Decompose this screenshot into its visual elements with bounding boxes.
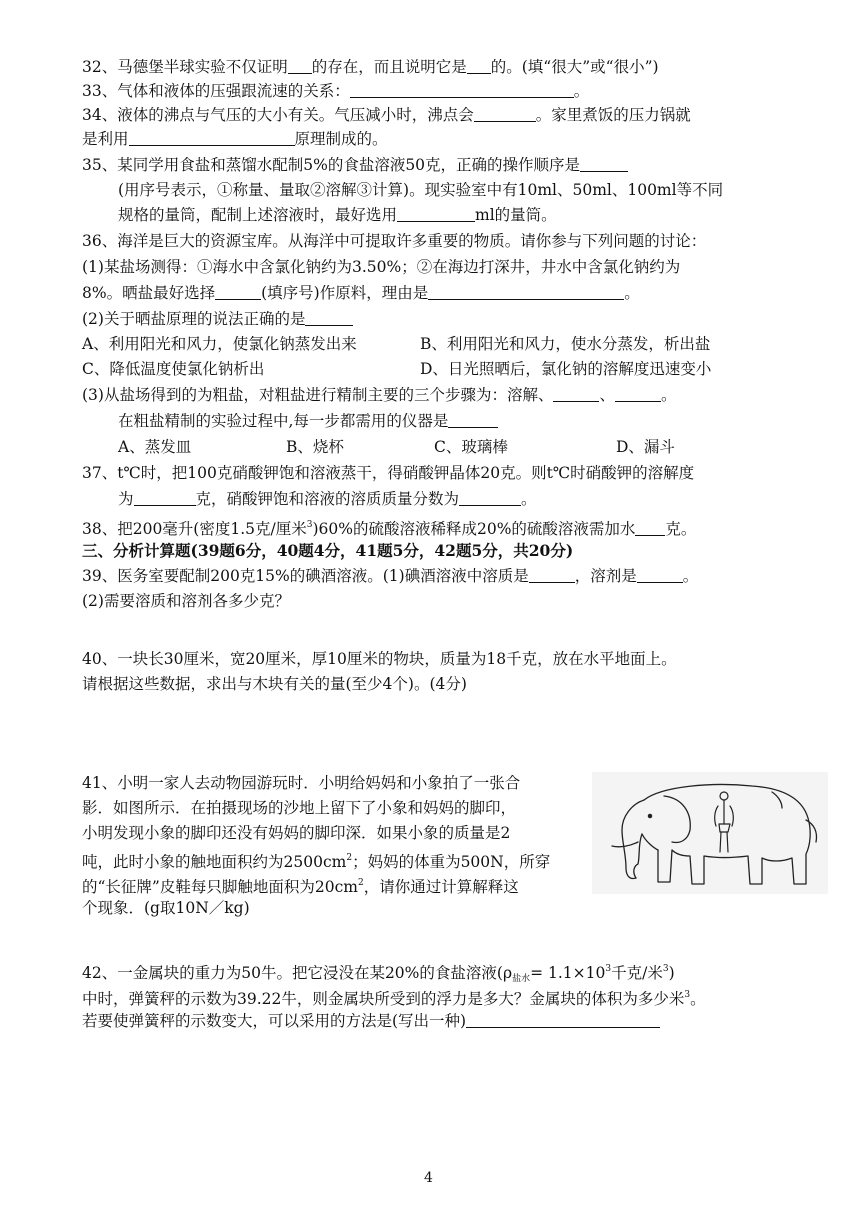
- q34-blank-2: [129, 129, 295, 146]
- q38-blank: [635, 519, 665, 536]
- q36-part3-text: (3)从盐场得到的为粗盐，对粗盐进行精制主要的三个步骤为：溶解、: [82, 386, 554, 404]
- q36-blank-5: [615, 385, 661, 402]
- q32-text-a: 32、马德堡半球实验不仅证明: [82, 58, 288, 76]
- q39-text-b: ，溶剂是: [574, 567, 637, 585]
- elephant-and-mother-illustration: [592, 772, 828, 894]
- question-32: [82, 56, 659, 78]
- question-38: [82, 514, 696, 540]
- q32-blank-2: [467, 57, 491, 74]
- q38-superscript: 3: [306, 520, 313, 530]
- q41-text-5a: 的“长征牌”皮鞋每只脚触地面积为20cm: [82, 878, 358, 896]
- q36-instrument-c: C、玻璃棒: [434, 438, 508, 456]
- q42-superscript-1: 3: [605, 964, 612, 974]
- question-36-options-ab: [82, 333, 710, 355]
- question-35-line-3: [118, 204, 557, 226]
- q41-text-4b: ；妈妈的体重为500N，所穿: [352, 853, 551, 871]
- q42-text-g: 若要使弹簧秤的示数变大，可以采用的方法是(写出一种): [82, 1012, 467, 1030]
- question-36-line-4: [82, 308, 353, 330]
- question-41-line-5: [82, 872, 519, 898]
- q42-blank: [466, 1011, 660, 1028]
- question-36-line-8: [118, 410, 498, 432]
- section-3-heading: [82, 540, 573, 562]
- q34-text-d: 原理制成的。: [294, 130, 388, 148]
- q32-blank-1: [288, 57, 312, 74]
- question-42-line-3: [82, 1010, 660, 1032]
- question-40-line-2: [82, 673, 467, 695]
- question-36-line-7: [82, 384, 677, 406]
- q37-text-d: 。: [521, 490, 537, 508]
- q37-text-a: 37、t℃时，把100克硝酸钾饱和溶液蒸干，得硝酸钾晶体20克。则t℃时硝酸钾的溶解度: [82, 464, 695, 482]
- q32-text-b: 的存在，而且说明它是: [311, 58, 467, 76]
- question-41-line-1: [82, 772, 520, 794]
- q41-superscript-1: 2: [346, 853, 353, 863]
- q34-blank-1: [474, 105, 536, 122]
- q36-part3-sep: 、: [599, 386, 615, 404]
- q36-option-b: B、利用阳光和风力，使水分蒸发，析出盐: [420, 335, 711, 353]
- question-36-instruments: [118, 436, 675, 458]
- q36-blank-6: [448, 411, 498, 428]
- q38-text-b: )60%的硫酸溶液稀释成20%的硫酸溶液需加水: [312, 520, 636, 538]
- q33-text-a: 33、气体和液体的压强跟流速的关系：: [82, 82, 350, 100]
- q36-blank-3: [305, 309, 353, 326]
- question-35-line-2: [118, 179, 723, 201]
- q37-text-c: 克，硝酸钾饱和溶液的溶质质量分数为: [195, 490, 460, 508]
- q36-option-a: A、利用阳光和风力，使氯化钠蒸发出来: [82, 335, 357, 353]
- q35-text-b: (用序号表示，①称量、量取②溶解③计算)。现实验室中有10ml、50ml、100ml等不同: [118, 181, 724, 199]
- q41-text-1: 41、小明一家人去动物园游玩时．小明给妈妈和小象拍了一张合: [82, 774, 521, 792]
- q38-text-a: 38、把200毫升(密度1.5克/厘米: [82, 520, 307, 538]
- q38-text-c: 克。: [665, 520, 697, 538]
- question-36-options-cd: [82, 358, 711, 380]
- q32-text-c: 的。(填“很大”或“很小”): [490, 58, 659, 76]
- elephant-icon: [592, 772, 828, 894]
- q42-text-c: 千克/米: [611, 964, 663, 982]
- question-41-line-3: [82, 822, 510, 844]
- question-34-line-2: [82, 128, 388, 150]
- q37-blank-2: [459, 489, 521, 506]
- q36-part1-text-c: (填序号)作原料，理由是: [261, 284, 429, 302]
- q42-text-f: 。: [690, 990, 706, 1008]
- question-41-line-6: [82, 897, 250, 919]
- q34-text-c: 是利用: [82, 130, 129, 148]
- q39-blank-1: [529, 566, 575, 583]
- q41-superscript-2: 2: [357, 878, 364, 888]
- section-3-title: 三、分析计算题(39题6分，40题4分，41题5分，42题5分，共20分): [82, 541, 574, 560]
- q42-subscript: 盐水: [512, 974, 531, 984]
- q36-instrument-b: B、烧杯: [286, 438, 344, 456]
- q40-text-b: 请根据这些数据，求出与木块有关的量(至少4个)。(4分): [82, 675, 467, 693]
- q36-intro: 36、海洋是巨大的资源宝库。从海洋中可提取许多重要的物质。请你参与下列问题的讨论：: [82, 232, 707, 250]
- q42-superscript-2: 3: [662, 964, 669, 974]
- q35-text-a: 35、某同学用食盐和蒸馏水配制5%的食盐溶液50克，正确的操作顺序是: [82, 156, 581, 174]
- q41-text-5b: ，请你通过计算解释这: [363, 878, 519, 896]
- question-33: [82, 80, 589, 102]
- q36-instrument-d: D、漏斗: [616, 438, 675, 456]
- q36-part3-text-b: 在粗盐精制的实验过程中,每一步都需用的仪器是: [118, 412, 449, 430]
- q39-blank-2: [637, 566, 683, 583]
- question-37-line-1: [82, 462, 694, 484]
- q36-option-c: C、降低温度使氯化钠析出: [82, 360, 265, 378]
- q39-text-d: (2)需要溶质和溶剂各多少克？: [82, 592, 290, 610]
- q36-part1-text-d: 。: [624, 284, 640, 302]
- q33-text-b: 。: [573, 82, 590, 100]
- q36-instrument-a: A、蒸发皿: [118, 438, 192, 456]
- question-39-line-1: [82, 565, 698, 587]
- q42-text-a: 42、一金属块的重力为50牛。把它浸没在某20%的食盐溶液(ρ: [82, 964, 513, 982]
- question-34-line-1: [82, 104, 691, 126]
- q41-text-2: 影．如图所示．在拍摄现场的沙地上留下了小象和妈妈的脚印，: [82, 799, 517, 817]
- question-40-line-1: [82, 648, 677, 670]
- q41-text-4a: 吨，此时小象的触地面积约为2500cm: [82, 853, 347, 871]
- q36-blank-2: [428, 283, 624, 300]
- q36-part2-text: (2)关于晒盐原理的说法正确的是: [82, 310, 306, 328]
- q42-text-e: 中时，弹簧秤的示数为39.22牛，则金属块所受到的浮力是多大？金属块的体积为多少米: [82, 990, 685, 1008]
- q35-text-d: ml的量筒。: [475, 206, 557, 224]
- question-36-line-1: [82, 230, 706, 252]
- q36-blank-1: [215, 283, 261, 300]
- q34-text-a: 34、液体的沸点与气压的大小有关。气压减小时，沸点会: [82, 106, 474, 124]
- q34-text-b: 。家里煮饭的压力锅就: [535, 106, 691, 124]
- q36-blank-4: [553, 385, 599, 402]
- question-35-line-1: [82, 154, 628, 176]
- question-41-line-4: [82, 847, 550, 873]
- question-39-line-2: [82, 590, 290, 612]
- q35-blank-1: [580, 155, 628, 172]
- q35-text-c: 规格的量筒，配制上述溶液时，最好选用: [118, 206, 398, 224]
- q39-text-a: 39、医务室要配制200克15%的碘酒溶液。(1)碘酒溶液中溶质是: [82, 567, 529, 585]
- q36-part1-text: (1)某盐场测得：①海水中含氯化钠约为3.50%；②在海边打深井，井水中含氯化钠约为: [82, 258, 681, 276]
- q35-blank-2: [397, 205, 475, 222]
- q42-text-d: ): [668, 964, 675, 982]
- q33-blank: [350, 81, 574, 98]
- q39-text-c: 。: [682, 567, 699, 585]
- q36-part3-end: 。: [660, 386, 677, 404]
- question-37-line-2: [118, 488, 537, 510]
- question-36-line-3: [82, 282, 640, 304]
- q37-text-b: 为: [118, 490, 134, 508]
- question-41-line-2: [82, 797, 516, 819]
- q41-text-6: 个现象．(g取10N／kg): [82, 899, 250, 917]
- q36-part1-text-b: 8%。晒盐最好选择: [82, 284, 216, 302]
- q40-text-a: 40、一块长30厘米，宽20厘米，厚10厘米的物块，质量为18千克，放在水平地面上。: [82, 650, 677, 668]
- question-42-line-2: [82, 984, 706, 1010]
- q42-superscript-3: 3: [684, 990, 691, 1000]
- question-36-line-2: [82, 256, 680, 278]
- q37-blank-1: [134, 489, 196, 506]
- q42-text-b: = 1.1×10: [530, 964, 606, 982]
- q41-text-3: 小明发现小象的脚印还没有妈妈的脚印深．如果小象的质量是2: [82, 824, 511, 842]
- q36-option-d: D、日光照晒后，氯化钠的溶解度迅速变小: [420, 360, 712, 378]
- page-number: 4: [424, 1170, 433, 1186]
